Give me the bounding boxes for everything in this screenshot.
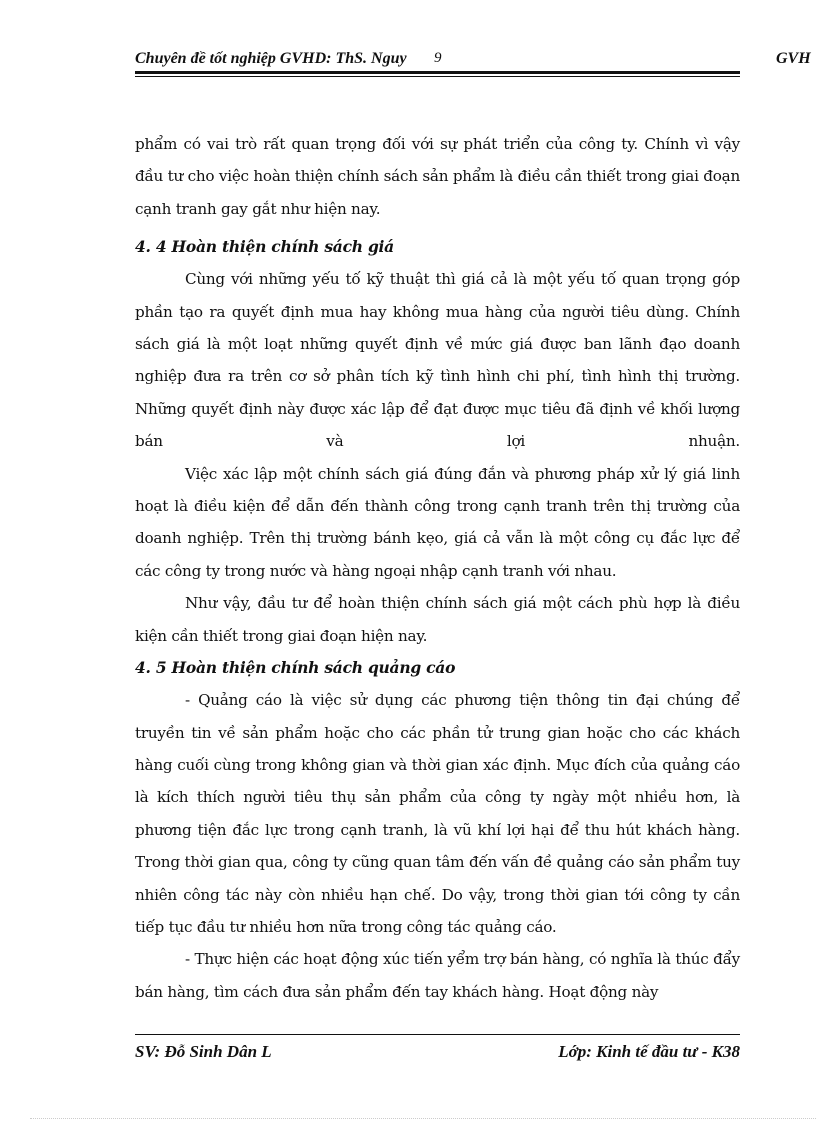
paragraph-price-conclusion: Như vậy, đầu tư để hoàn thiện chính sách giá một cách phù hợp là điều kiện cần thiết trong giai đoạn hiện nay.: [135, 594, 740, 645]
header-right-text: GVH: [776, 50, 811, 67]
paragraph-price-intro: Cùng với những yếu tố kỹ thuật thì giá cả là một yếu tố quan trọng góp phần tạo ra quyết định mua hay không mua hàng của người tiêu dùng. Chính sách giá là một loạt những quyết định về mức giá được ban lãnh đạo doanh nghiệp đưa ra trên cơ sở phân tích kỹ tình hình chi phí, tình hình thị trường. Những quyết định này được xác lập để đạt được mục tiêu đã định về khối lượng bán và lợi nhuận.: [135, 270, 740, 451]
heading-advertising-policy: 4. 5 Hoàn thiện chính sách quảng cáo: [135, 658, 456, 678]
paragraph-price-setting: Việc xác lập một chính sách giá đúng đắn và phương pháp xử lý giá linh hoạt là điều kiện để dẫn đến thành công trong cạnh tranh trên thị trường của doanh nghiệp. Trên thị trường bánh kẹo, giá cả vẫn là một công cụ đắc lực để các công ty trong nước và hàng ngoại nhập cạnh tranh với nhau.: [135, 464, 740, 580]
header-rule-thick: [135, 71, 740, 74]
footer-rule: [135, 1034, 740, 1035]
footer-student: SV: Đỗ Sinh Dân L: [135, 1042, 272, 1061]
paragraph-sales-promotion: - Thực hiện các hoạt động xúc tiến yểm trợ bán hàng, có nghĩa là thúc đẩy bán hàng, tìm cách đưa sản phẩm đến tay khách hàng. Hoạt động này: [135, 950, 740, 1001]
page-number: 9: [434, 50, 442, 66]
page-bottom-dotted-line: [30, 1118, 816, 1119]
header-rule-thin: [135, 76, 740, 77]
footer-class: Lớp: Kinh tế đầu tư - K38: [558, 1042, 740, 1061]
paragraph-product-policy-end: phẩm có vai trò rất quan trọng đối với sự phát triển của công ty. Chính vì vậy đầu tư cho việc hoàn thiện chính sách sản phẩm là điều cần thiết trong giai đoạn cạnh tranh gay gắt như hiện nay.: [135, 135, 740, 218]
heading-price-policy: 4. 4 Hoàn thiện chính sách giá: [135, 237, 394, 257]
header-title: Chuyên đề tốt nghiệp GVHD: ThS. Nguy: [135, 50, 407, 67]
paragraph-advertising: - Quảng cáo là việc sử dụng các phương tiện thông tin đại chúng để truyền tin về sản phẩm hoặc cho các phần tử trung gian hoặc cho các khách hàng cuối cùng trong không gian và thời gian xác định. Mục đích của quảng cáo là kích thích người tiêu thụ sản phẩm của công ty ngày một nhiều hơn, là phương tiện đắc lực trong cạnh tranh, là vũ khí lợi hại để thu hút khách hàng. Trong thời gian qua, công ty cũng quan tâm đến vấn đề quảng cáo sản phẩm tuy nhiên công tác này còn nhiều hạn chế. Do vậy, trong thời gian tới công ty cần tiếp tục đầu tư nhiều hơn nữa trong công tác quảng cáo.: [135, 691, 740, 936]
page-body: [135, 128, 740, 1008]
